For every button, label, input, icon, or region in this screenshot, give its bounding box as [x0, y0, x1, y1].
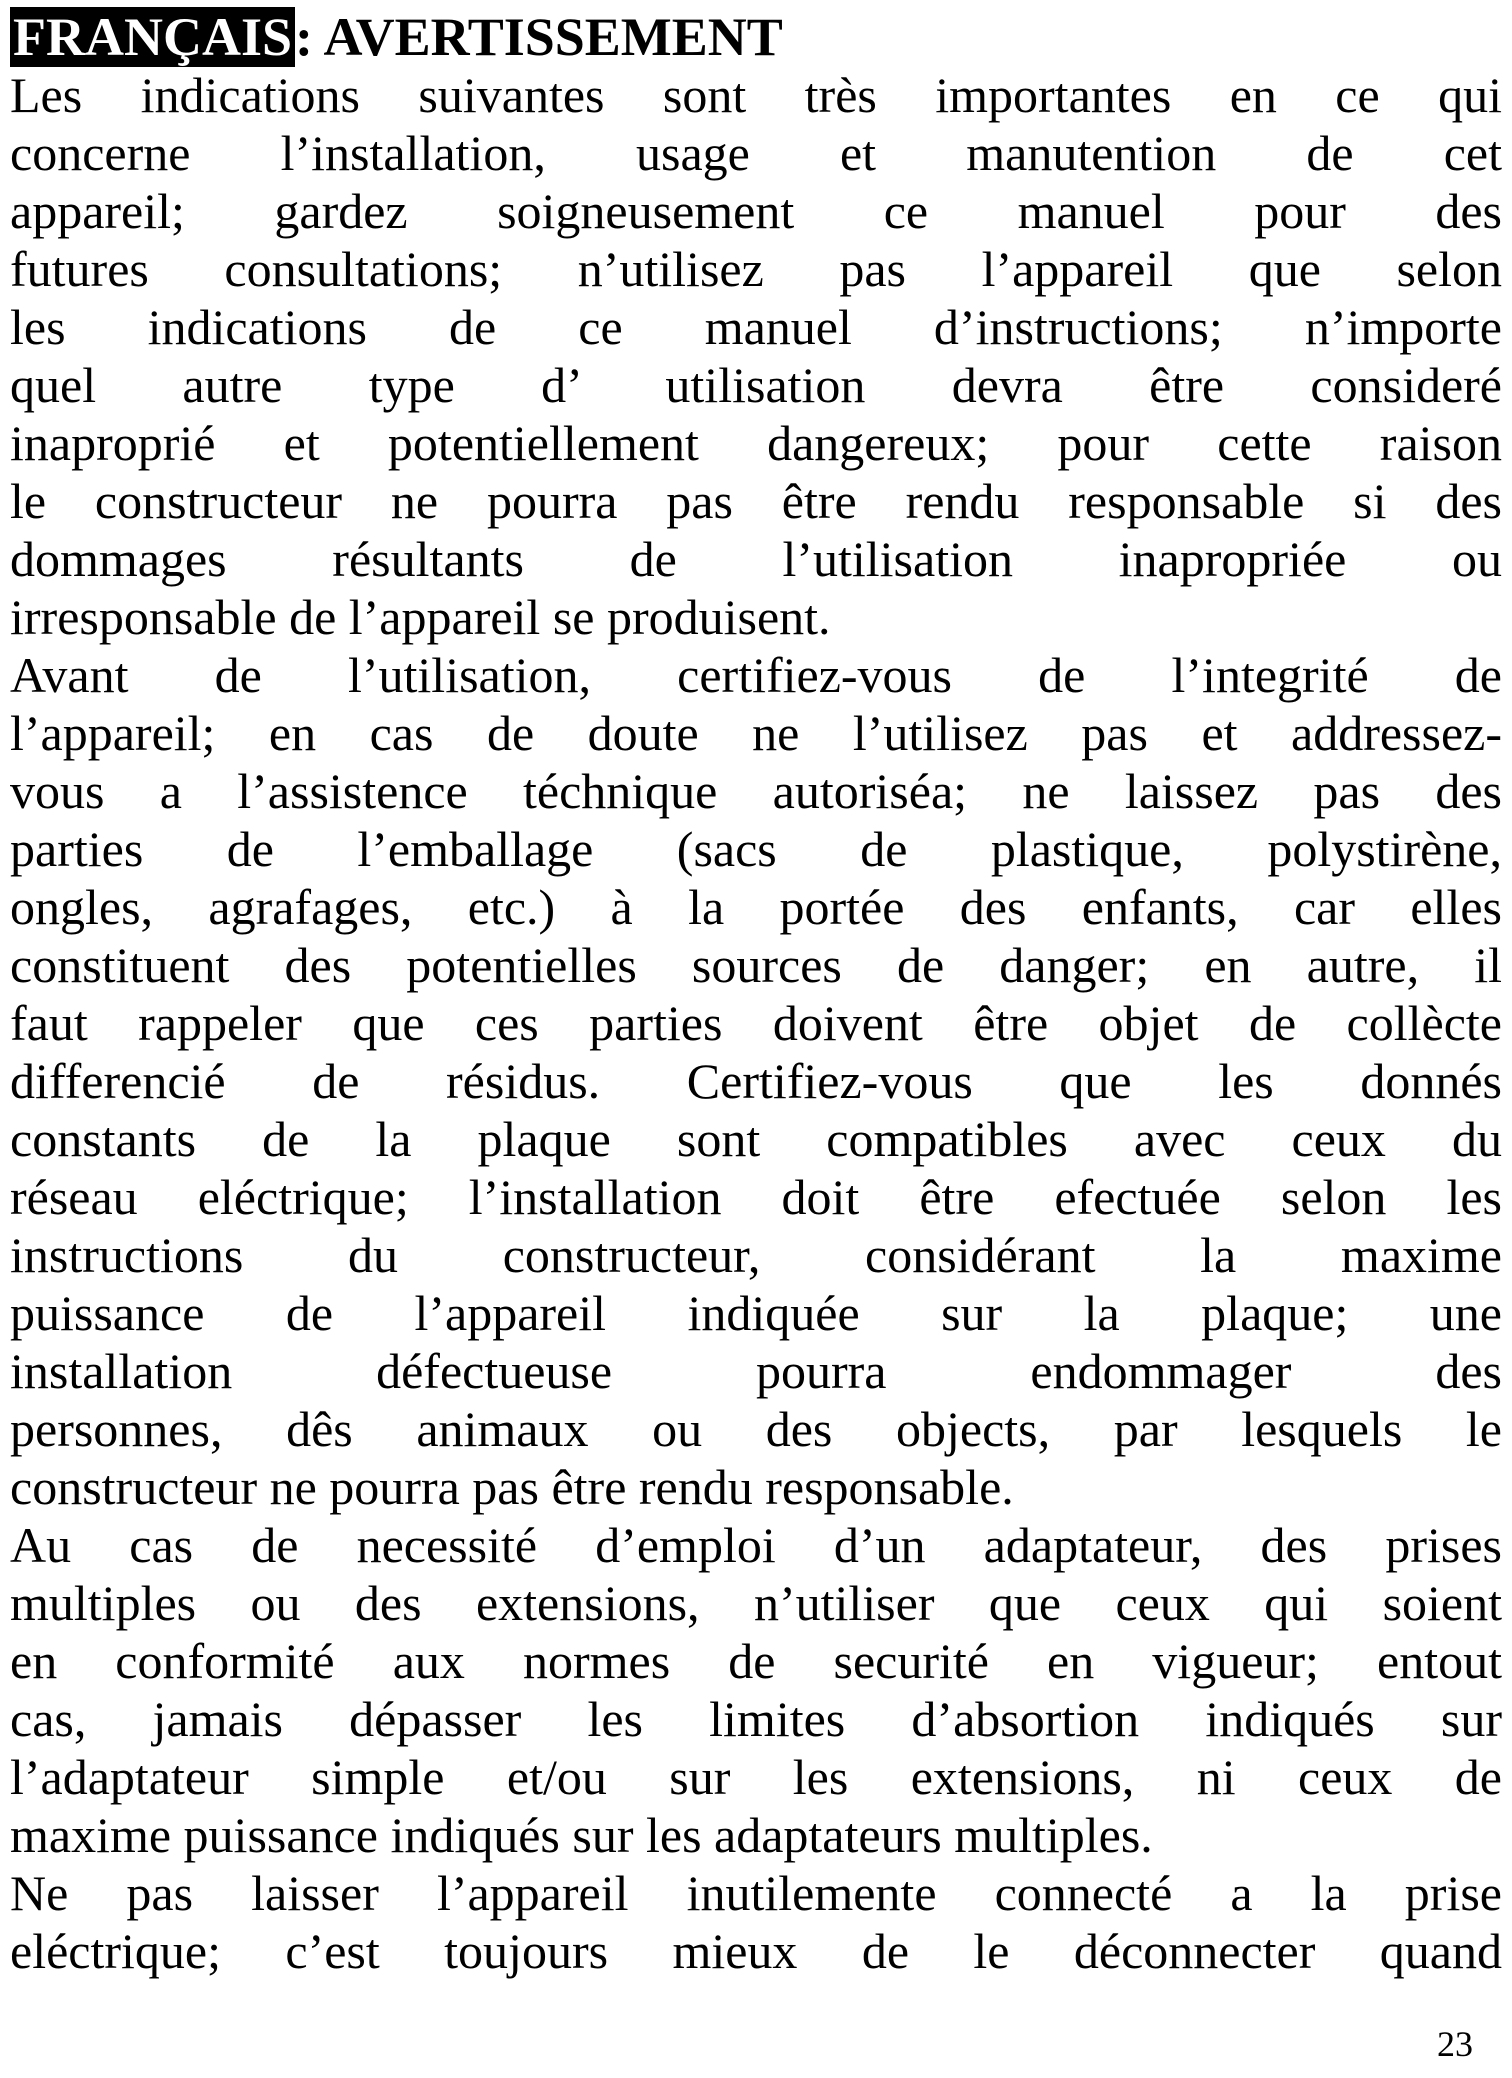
text-line: parties de l’emballage (sacs de plastique, polystirène,	[10, 821, 1502, 877]
text-line: cas, jamais dépasser les limites d’absortion indiqués sur	[10, 1691, 1502, 1747]
text-line: personnes, dês animaux ou des objects, par lesquels le	[10, 1401, 1502, 1457]
warning-body-text	[10, 66, 1502, 1980]
text-line: réseau eléctrique; l’installation doit être efectuée selon les	[10, 1169, 1502, 1225]
text-line: ongles, agrafages, etc.) à la portée des enfants, car elles	[10, 879, 1502, 935]
text-line: eléctrique; c’est toujours mieux de le déconnecter quand	[10, 1923, 1502, 1979]
text-line: multiples ou des extensions, n’utiliser que ceux qui soient	[10, 1575, 1502, 1631]
text-line: installation défectueuse pourra endommager des	[10, 1343, 1502, 1399]
text-line: concerne l’installation, usage et manutention de cet	[10, 125, 1502, 181]
text-line: vous a l’assistence téchnique autoriséa; ne laissez pas des	[10, 763, 1502, 819]
page-number: 23	[1437, 2024, 1473, 2064]
manual-page	[10, 8, 1502, 1980]
heading-separator: :	[295, 7, 314, 67]
text-line: inaproprié et potentiellement dangereux; pour cette raison	[10, 415, 1502, 471]
text-line: en conformité aux normes de securité en vigueur; entout	[10, 1633, 1502, 1689]
text-line: constructeur ne pourra pas être rendu responsable.	[10, 1459, 1014, 1515]
text-line: Avant de l’utilisation, certifiez-vous de l’integrité de	[10, 647, 1502, 703]
text-line: Les indications suivantes sont très importantes en ce qui	[10, 67, 1502, 123]
text-line: quel autre type d’ utilisation devra être consideré	[10, 357, 1502, 413]
text-line: l’appareil; en cas de doute ne l’utilisez pas et addressez-	[10, 705, 1502, 761]
text-line: dommages résultants de l’utilisation inapropriée ou	[10, 531, 1502, 587]
text-line: Au cas de necessité d’emploi d’un adaptateur, des prises	[10, 1517, 1502, 1573]
text-line: Ne pas laisser l’appareil inutilemente connecté a la prise	[10, 1865, 1502, 1921]
text-line: le constructeur ne pourra pas être rendu responsable si des	[10, 473, 1502, 529]
text-line: differencié de résidus. Certifiez-vous que les donnés	[10, 1053, 1502, 1109]
text-line: l’adaptateur simple et/ou sur les extensions, ni ceux de	[10, 1749, 1502, 1805]
text-line: irresponsable de l’appareil se produisent.	[10, 589, 831, 645]
text-line: futures consultations; n’utilisez pas l’appareil que selon	[10, 241, 1502, 297]
text-line: maxime puissance indiqués sur les adaptateurs multiples.	[10, 1807, 1153, 1863]
text-line: constants de la plaque sont compatibles avec ceux du	[10, 1111, 1502, 1167]
text-line: appareil; gardez soigneusement ce manuel pour des	[10, 183, 1502, 239]
text-line: constituent des potentielles sources de danger; en autre, il	[10, 937, 1502, 993]
text-line: faut rappeler que ces parties doivent être objet de collècte	[10, 995, 1502, 1051]
language-label: FRANÇAIS	[10, 7, 295, 67]
text-line: les indications de ce manuel d’instructions; n’importe	[10, 299, 1502, 355]
heading-title: AVERTISSEMENT	[323, 7, 783, 67]
text-line: instructions du constructeur, considérant la maxime	[10, 1227, 1502, 1283]
section-heading	[10, 8, 1502, 66]
text-line: puissance de l’appareil indiquée sur la plaque; une	[10, 1285, 1502, 1341]
